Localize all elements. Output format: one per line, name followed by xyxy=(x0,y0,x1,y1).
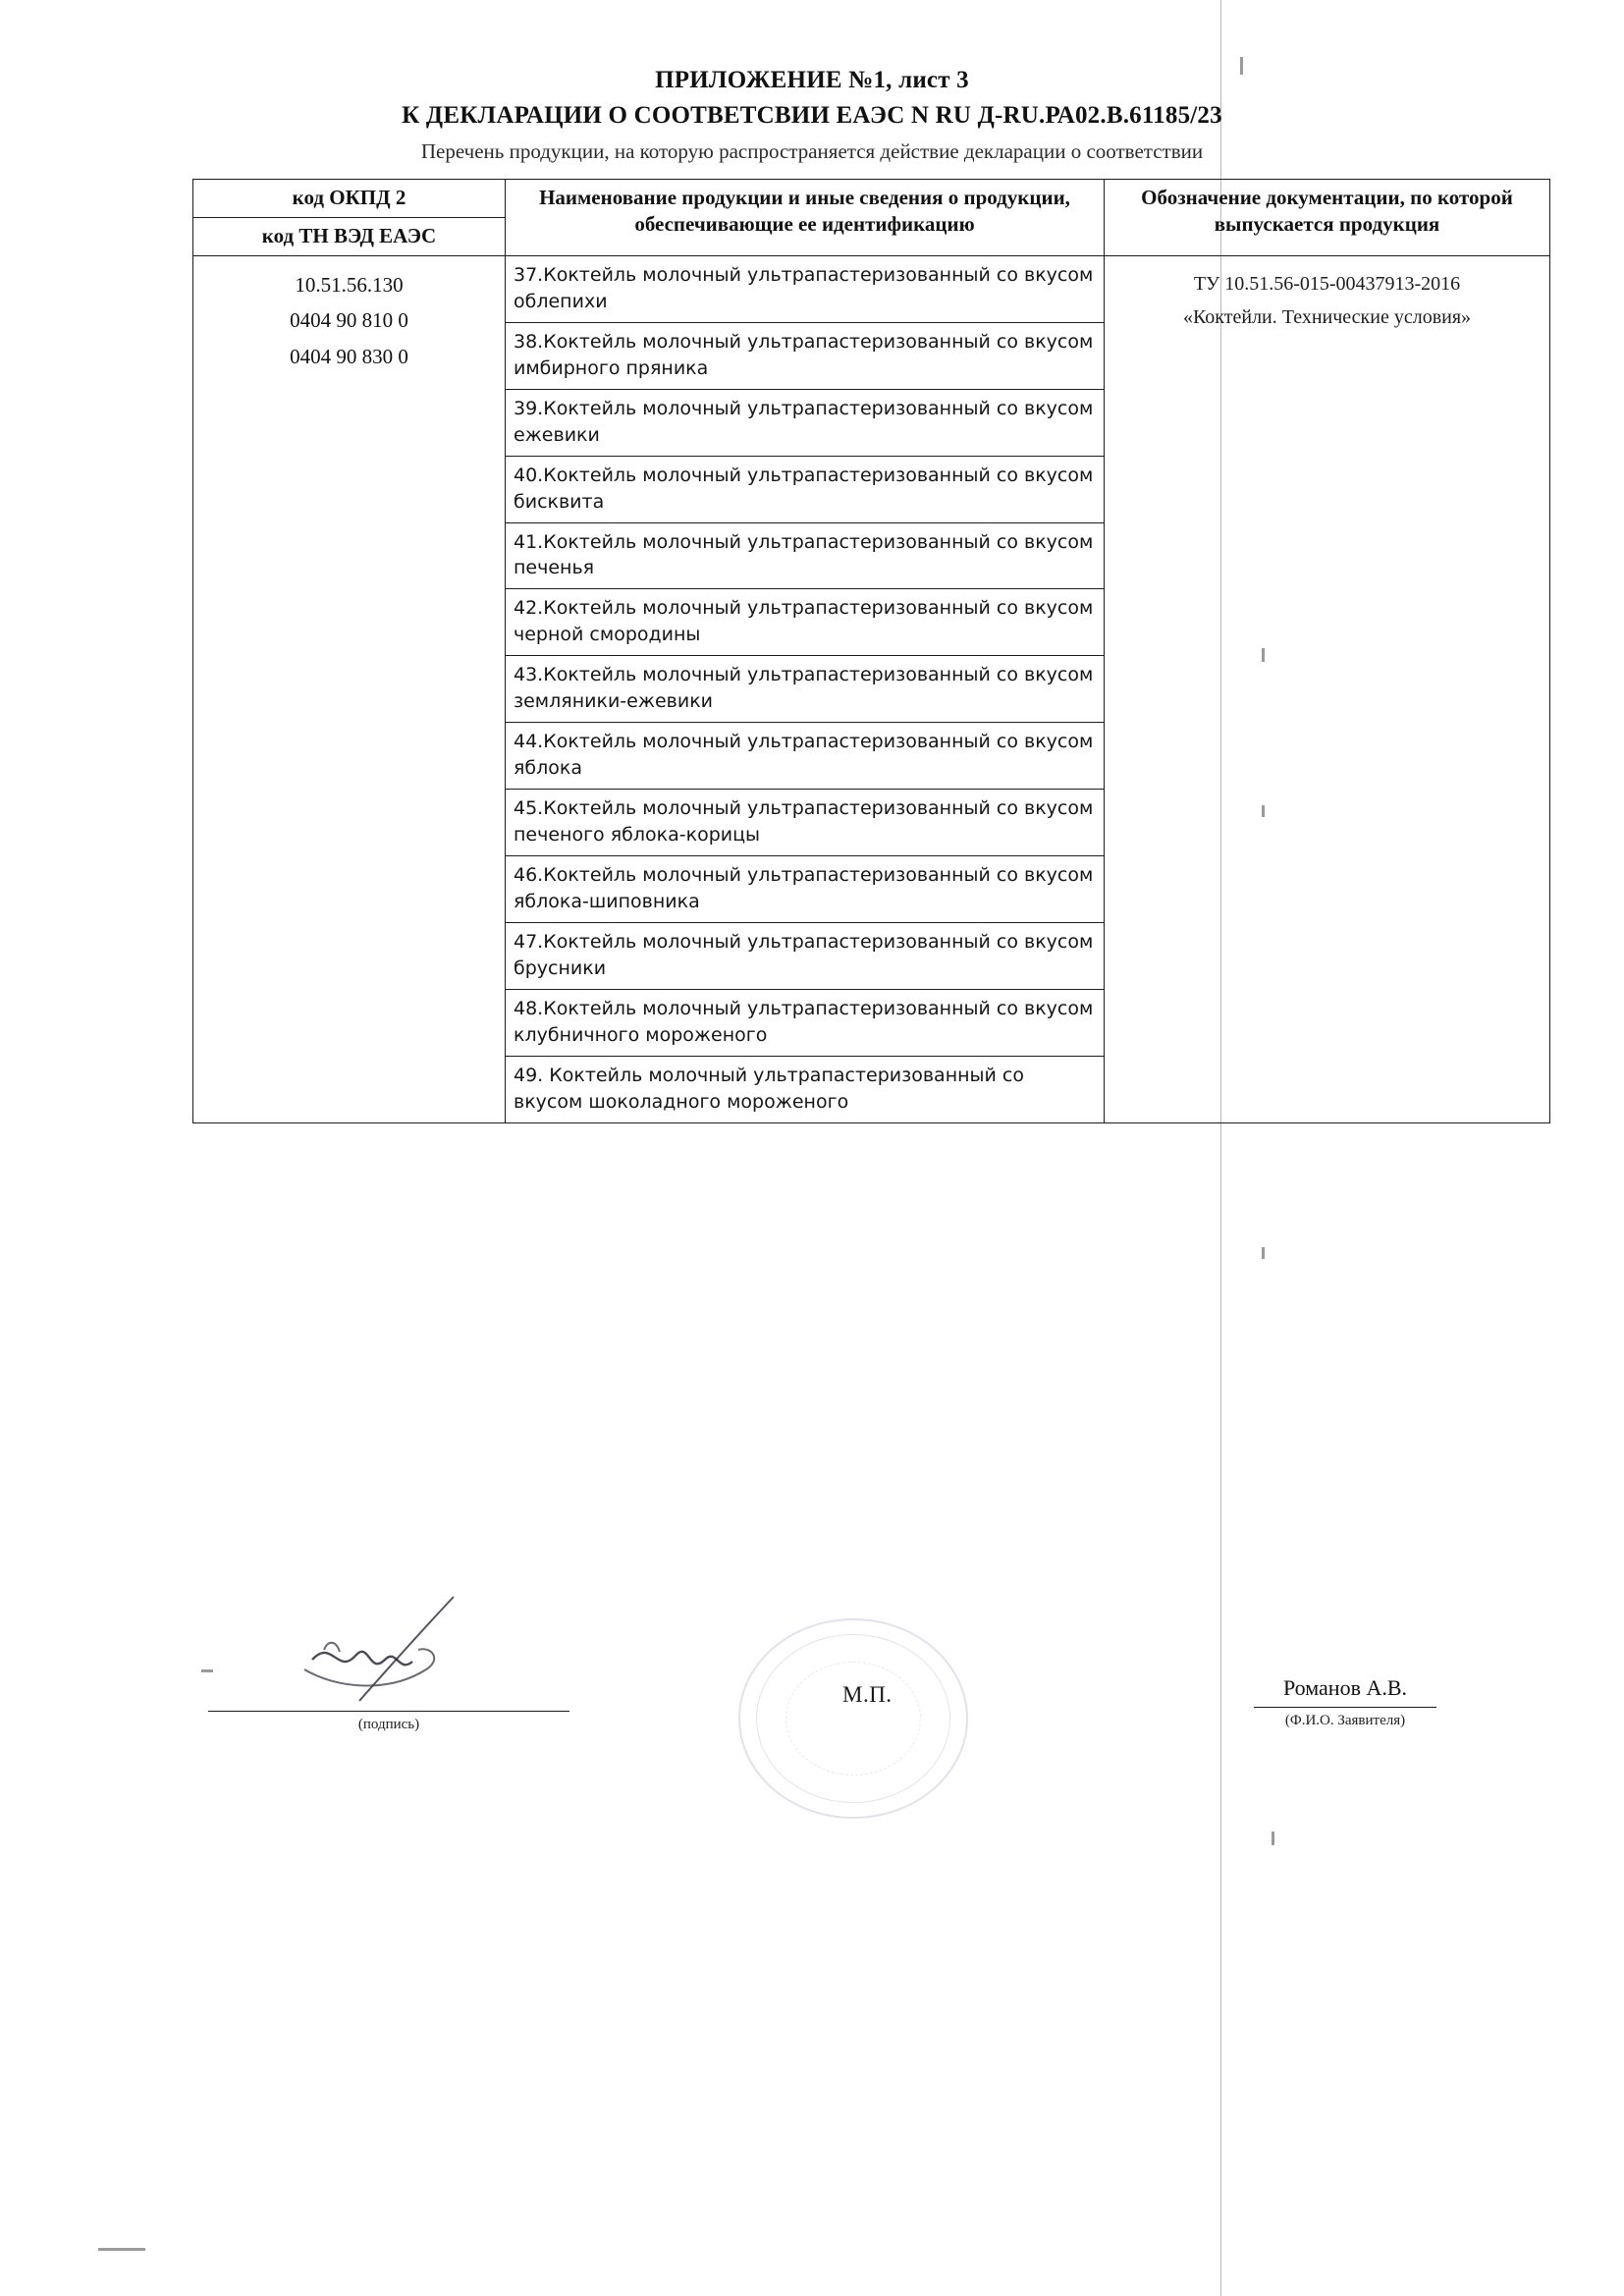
applicant-rule xyxy=(1254,1707,1436,1708)
product-item: 46.Коктейль молочный ультрапастеризованный со вкусом яблока-шиповника xyxy=(506,856,1104,923)
page-title-line-2: К ДЕКЛАРАЦИИ О СООТВЕТСВИИ ЕАЭС N RU Д-RU.РА02.В.61185/23 xyxy=(402,102,1222,129)
product-row xyxy=(506,656,1104,723)
signature-caption: (подпись) xyxy=(357,1717,420,1732)
page-title-line-1: ПРИЛОЖЕНИЕ №1, лист 3 xyxy=(655,67,969,93)
code-tnved-value-2: 0404 90 830 0 xyxy=(290,344,408,368)
header-cell-products xyxy=(506,180,1105,256)
scan-edge-mark xyxy=(1262,1247,1265,1259)
product-item: 41.Коктейль молочный ультрапастеризованный со вкусом печенья xyxy=(506,522,1104,589)
table-body-row xyxy=(193,255,1550,1122)
product-item: 38.Коктейль молочный ультрапастеризованный со вкусом имбирного пряника xyxy=(506,322,1104,389)
documentation-line-1: ТУ 10.51.56-015-00437913-2016 xyxy=(1193,272,1461,295)
product-item: 44.Коктейль молочный ультрапастеризованный со вкусом яблока xyxy=(506,723,1104,790)
documentation-line-2: «Коктейли. Технические условия» xyxy=(1182,305,1472,328)
product-row xyxy=(506,856,1104,923)
scan-edge-mark xyxy=(98,2248,145,2251)
product-item: 45.Коктейль молочный ультрапастеризованный со вкусом печеного яблока-корицы xyxy=(506,790,1104,856)
stamp-place-label: М.П. xyxy=(842,1682,893,1707)
code-okpd-value: 10.51.56.130 xyxy=(295,272,404,297)
product-item: 48.Коктейль молочный ультрапастеризованный со вкусом клубничного мороженого xyxy=(506,990,1104,1057)
product-row xyxy=(506,990,1104,1057)
products-inner-table xyxy=(506,256,1104,1122)
header-tnved-label: код ТН ВЭД ЕАЭС xyxy=(193,217,505,255)
product-row xyxy=(506,923,1104,990)
documentation-cell xyxy=(1105,255,1550,1122)
product-item: 40.Коктейль молочный ультрапастеризованный со вкусом бисквита xyxy=(506,456,1104,522)
scan-edge-mark xyxy=(1272,1831,1274,1845)
product-row xyxy=(506,589,1104,656)
header-cell-codes xyxy=(193,180,506,256)
applicant-caption: (Ф.И.О. Заявителя) xyxy=(1284,1713,1406,1728)
header-products-label: Наименование продукции и иные сведения о продукции, обеспечивающие ее идентификацию xyxy=(539,186,1070,236)
round-stamp xyxy=(738,1618,968,1819)
product-item: 39.Коктейль молочный ультрапастеризованный со вкусом ежевики xyxy=(506,389,1104,456)
product-item: 43.Коктейль молочный ультрапастеризованный со вкусом земляники-ежевики xyxy=(506,656,1104,723)
product-row xyxy=(506,389,1104,456)
header-documentation-label: Обозначение документации, по которой выпускается продукция xyxy=(1141,186,1513,236)
applicant-name: Романов А.В. xyxy=(1282,1675,1408,1700)
products-cell xyxy=(506,255,1105,1122)
code-tnved-value-1: 0404 90 810 0 xyxy=(290,308,408,333)
product-item: 49. Коктейль молочный ультрапастеризованный со вкусом шоколадного мороженого xyxy=(514,1065,1025,1113)
handwritten-signature xyxy=(295,1591,550,1719)
page-subtitle: Перечень продукции, на которую распространяется действие декларации о соответствии xyxy=(420,139,1204,163)
codes-cell xyxy=(193,255,506,1122)
product-row xyxy=(506,456,1104,522)
product-row xyxy=(506,790,1104,856)
signature-rule xyxy=(208,1711,569,1712)
scan-edge-mark xyxy=(201,1669,213,1672)
product-row xyxy=(506,322,1104,389)
product-item: 47.Коктейль молочный ультрапастеризованный со вкусом брусники xyxy=(506,923,1104,990)
product-row xyxy=(506,723,1104,790)
product-row xyxy=(506,522,1104,589)
header-okpd-label: код ОКПД 2 xyxy=(292,186,406,209)
product-row xyxy=(506,256,1104,322)
product-item: 37.Коктейль молочный ультрапастеризованный со вкусом облепихи xyxy=(506,256,1104,322)
product-item: 42.Коктейль молочный ультрапастеризованный со вкусом черной смородины xyxy=(506,589,1104,656)
product-row xyxy=(506,1057,1104,1122)
product-list-table xyxy=(192,179,1550,1123)
header-cell-documentation xyxy=(1105,180,1550,256)
table-header-row xyxy=(193,180,1550,256)
